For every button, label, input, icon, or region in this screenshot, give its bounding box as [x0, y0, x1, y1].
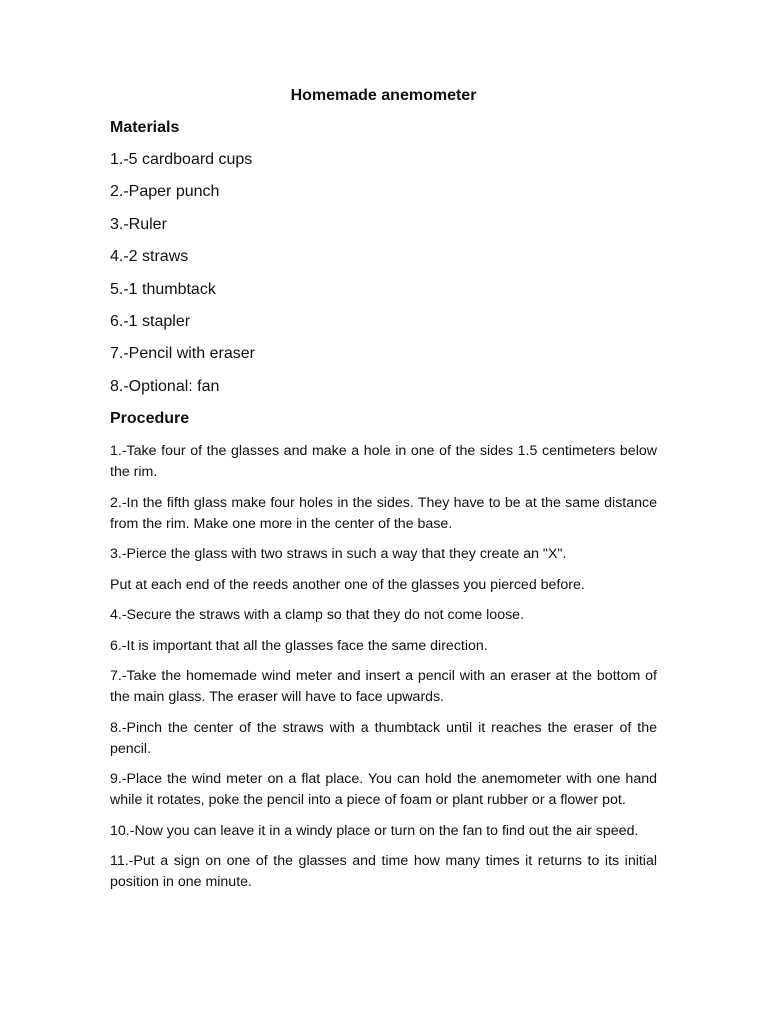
material-item: 8.-Optional: fan: [110, 377, 220, 395]
procedure-list: [110, 441, 657, 893]
procedure-step: 8.-Pinch the center of the straws with a thumbtack until it reaches the eraser of the pencil.: [110, 719, 657, 757]
material-item: 3.-Ruler: [110, 215, 167, 233]
procedure-step: 10.-Now you can leave it in a windy place or turn on the fan to find out the air speed.: [110, 822, 639, 839]
material-item: 6.-1 stapler: [110, 312, 191, 330]
material-item: 2.-Paper punch: [110, 183, 220, 201]
procedure-step: 11.-Put a sign on one of the glasses and time how many times it returns to its initial position in one minute.: [110, 853, 657, 891]
procedure-step: 1.-Take four of the glasses and make a hole in one of the sides 1.5 centimeters below the rim.: [110, 443, 657, 481]
materials-list: [110, 150, 657, 397]
procedure-step: 6.-It is important that all the glasses face the same direction.: [110, 637, 488, 654]
procedure-step: 2.-In the fifth glass make four holes in the sides. They have to be at the same distance from the rim. Make one more in the center of the base.: [110, 494, 657, 532]
document-body: [110, 86, 657, 903]
procedure-heading: Procedure: [110, 410, 190, 428]
material-item: 5.-1 thumbtack: [110, 280, 216, 298]
material-item: 7.-Pencil with eraser: [110, 345, 255, 363]
procedure-step: Put at each end of the reeds another one of the glasses you pierced before.: [110, 576, 585, 593]
procedure-step: 4.-Secure the straws with a clamp so that they do not come loose.: [110, 607, 525, 624]
procedure-step: 7.-Take the homemade wind meter and insert a pencil with an eraser at the bottom of the main glass. The eraser will have to face upwards.: [110, 668, 657, 706]
materials-heading: Materials: [110, 119, 180, 136]
procedure-step: 3.-Pierce the glass with two straws in such a way that they create an "X".: [110, 546, 567, 563]
material-item: 4.-2 straws: [110, 248, 189, 266]
procedure-step: 9.-Place the wind meter on a flat place. You can hold the anemometer with one hand while it rotates, poke the pencil into a piece of foam or plant rubber or a flower pot.: [110, 771, 657, 809]
material-item: 1.-5 cardboard cups: [110, 151, 253, 168]
document-title: Homemade anemometer: [290, 87, 477, 104]
